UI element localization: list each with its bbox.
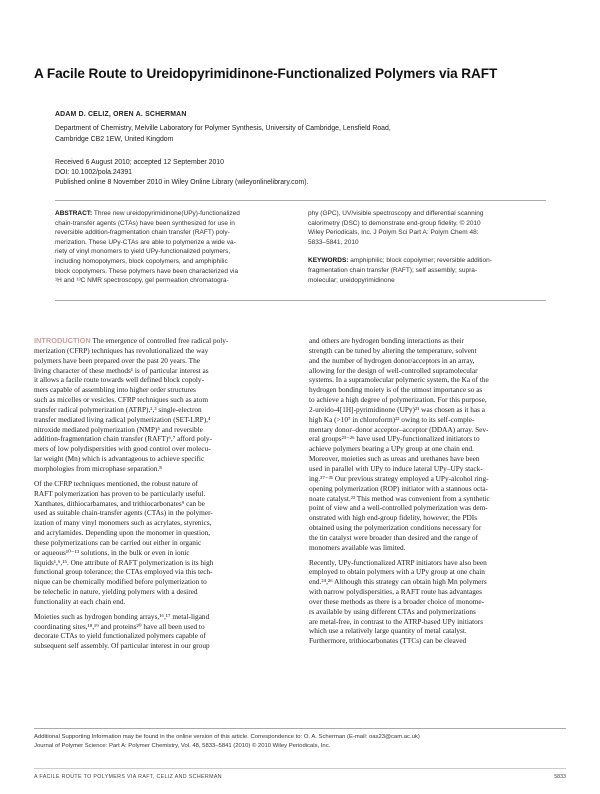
- body-line: mers of low polydispersities with good control over molecu-: [34, 444, 211, 454]
- abstract-line: 5833–5841, 2010: [308, 238, 359, 246]
- body-line: Recently, UPy-functionalized ATRP initiators have also been: [309, 557, 487, 567]
- body-line: ization of many vinyl monomers such as acrylates, styrenics,: [34, 518, 212, 528]
- body-line: and the number of hydrogen donor/acceptors in an array,: [309, 355, 475, 365]
- abstract-line: ¹H and ¹³C NMR spectroscopy, gel permeation chromatogra-: [55, 277, 229, 285]
- body-line: used as suitable chain-transfer agents (CTAs) in the polymer-: [34, 508, 213, 518]
- body-line: high Ka (>10⁷ in chloroform)²² owing to its self-comple-: [309, 414, 475, 424]
- body-line: INTRODUCTION The emergence of controlled free radical poly-: [34, 336, 229, 345]
- body-line: nitroxide mediated polymerization (NMP)⁵ and reversible: [34, 424, 203, 434]
- keywords-line: molecular; ureidopyrimidinone: [308, 276, 395, 284]
- abstract-line: riety of vinyl monomers to yield UPy-functionalized polymers,: [55, 248, 231, 256]
- body-line: and others are hydrogen bonding interactions as their: [309, 336, 465, 345]
- body-line: point of view and a well-controlled polymerization was dem-: [309, 503, 488, 513]
- body-line: achieve polymers bearing a UPy group at one chain end.: [309, 444, 474, 454]
- footnote-rule: [34, 728, 566, 729]
- body-line: are metal-free, in contrast to the ATRP-based UPy initiators: [309, 616, 484, 626]
- abstract-line: ABSTRACT: Three new ureidopyrimidinone(UPy)-functionalized: [55, 210, 240, 217]
- footnote-line: Additional Supporting Information may be found in the online version of this article. Correspondence to: O. A. Scherman (E-mail: oas23@cam.ac.uk): [34, 734, 420, 740]
- body-line: Moieties such as hydrogen bonding arrays,¹⁶,¹⁷ metal-ligand: [34, 611, 210, 621]
- publication-history: [55, 158, 308, 189]
- body-line: Xanthates, dithiocarbamates, and trithiocarbonates⁹ can be: [34, 498, 205, 508]
- keywords-label: KEYWORDS:: [308, 257, 349, 265]
- body-line: eral groups²³⁻²⁶ have used UPy-functionalized initiators to: [309, 434, 480, 444]
- abstract-line: block copolymers. These polymers have been characterized via: [55, 267, 239, 275]
- abstract-left-column: [55, 209, 240, 286]
- body-line: obtained using the polymerization conditions necessary for: [309, 523, 482, 533]
- abstract-right-column: [308, 209, 492, 285]
- body-line: or aqueous¹⁰⁻¹³ solutions, in the bulk or even in ionic: [34, 547, 190, 557]
- abstract-line: merization. These UPy-CTAs are able to polymerize a wide va-: [55, 238, 236, 246]
- body-line: nique can be chemically modified before polymerization to: [34, 577, 207, 587]
- body-line: functional group tolerance; the CTAs employed via this tech-: [34, 567, 213, 577]
- abstract-top-rule: [55, 200, 546, 201]
- abstract-bottom-rule: [55, 300, 546, 301]
- abstract-line: Wiley Periodicals, Inc. J Polym Sci Part A: Polym Chem 48:: [308, 229, 479, 237]
- body-line: systems. In a supramolecular polymeric system, the Ka of the: [309, 375, 489, 385]
- body-line: used in parallel with UPy to induce lateral UPy–UPy stack-: [309, 463, 483, 473]
- body-line: decorate CTAs to yield functionalized polymers capable of: [34, 631, 206, 641]
- body-line: to achieve a high degree of polymerization. For this purpose,: [309, 395, 487, 405]
- body-line: allowing for the design of well-controlled supramolecular: [309, 365, 478, 375]
- running-footer: A FACILE ROUTE TO POLYMERS VIA RAFT, CELIZ AND SCHERMAN: [34, 774, 222, 780]
- affiliation-line: Cambridge CB2 1EW, United Kingdom: [55, 135, 174, 143]
- author-list: ADAM D. CELIZ, OREN A. SCHERMAN: [55, 111, 187, 118]
- body-line: these polymerizations can be carried out either in organic: [34, 537, 202, 547]
- received-accepted-dates: Received 6 August 2010; accepted 12 September 2010: [55, 159, 224, 166]
- body-line: be telechelic in nature, yielding polymers with a desired: [34, 587, 198, 597]
- body-line: morphologies from microphase separation.⁸: [34, 463, 162, 473]
- body-line: 2-ureido-4[1H]-pyrimidinone (UPy)²¹ was chosen as it has a: [309, 404, 486, 414]
- abstract-label: ABSTRACT:: [55, 210, 93, 217]
- body-line: which use a relatively large quantity of metal catalyst.: [309, 626, 467, 636]
- body-line: mentary donor–donor acceptor–acceptor (DDAA) array. Sev-: [309, 424, 489, 434]
- body-line: with narrow polydispersities, a RAFT route has advantages: [309, 587, 482, 597]
- abstract-line: including homopolymers, block copolymers, and amphiphilic: [55, 257, 228, 265]
- body-line: monomers available was limited.: [309, 542, 406, 552]
- body-line: noate catalyst.²³ This method was convenient from a synthetic: [309, 493, 490, 503]
- body-line: onstrated with high end-group fidelity, however, the PDIs: [309, 513, 478, 523]
- body-line: Of the CFRP techniques mentioned, the robust nature of: [34, 478, 199, 488]
- body-line: coordinating sites,¹⁸,¹⁹ and proteins²⁰ have all been used to: [34, 621, 205, 631]
- introduction-heading: INTRODUCTION: [34, 336, 91, 345]
- body-line: ing.²⁷⁻³¹ Our previous strategy employed a UPy-alcohol ring-: [309, 473, 489, 483]
- keywords-line: KEYWORDS: amphiphilic; block copolymer; reversible addition-: [308, 257, 492, 265]
- body-line: hydrogen bonding moiety is of the utmost importance so as: [309, 385, 483, 395]
- body-line: polymers have been prepared over the past 20 years. The: [34, 355, 201, 365]
- abstract-line: phy (GPC), UV/visible spectroscopy and differential scanning: [308, 210, 484, 217]
- page-number: 5833: [554, 774, 566, 780]
- affiliation-line: Department of Chemistry, Melville Laboratory for Polymer Synthesis, University of Cambridge, Lensfield Road,: [55, 125, 391, 132]
- body-line: RAFT polymerization has proven to be particularly useful.: [34, 488, 206, 498]
- body-line: transfer radical polymerization (ATRP),²,³ single-electron: [34, 404, 202, 414]
- body-left-column: [34, 336, 228, 651]
- body-line: liquids¹,⁶,¹⁵. One attribute of RAFT polymerization is its high: [34, 557, 214, 567]
- abstract-line: calorimetry (DSC) to demonstrate end-group fidelity. © 2010: [308, 219, 481, 227]
- doi[interactable]: DOI: 10.1002/pola.24391: [55, 169, 133, 177]
- body-line: employed to obtain polymers with a UPy group at one chain: [309, 567, 485, 577]
- body-line: opening polymerization (ROP) initiator with a stannous octa-: [309, 483, 488, 493]
- body-line: mers capable of assembling into higher order structures: [34, 385, 196, 395]
- body-line: subsequent self assembly. Of particular interest in our group: [34, 641, 210, 651]
- footnote-line: Journal of Polymer Science: Part A: Polymer Chemistry, Vol. 48, 5833–5841 (2010) © 2010 Wiley Periodicals, Inc.: [34, 742, 331, 749]
- body-line: strength can be tuned by altering the temperature, solvent: [309, 345, 477, 355]
- body-line: end.²⁴,²⁶ Although this strategy can obtain high Mn polymers: [309, 577, 487, 587]
- body-line: over these methods as there is a broader choice of monome-: [309, 596, 485, 606]
- keywords-line: fragmentation chain transfer (RAFT); self assembly; supra-: [308, 266, 478, 274]
- published-online: Published online 8 November 2010 in Wiley Online Library (wileyonlinelibrary.com).: [55, 179, 309, 187]
- author-affiliation: [55, 124, 535, 145]
- body-line: living character of these methods¹ is of particular interest as: [34, 365, 209, 375]
- body-line: the tin catalyst were broader than desired and the range of: [309, 532, 478, 542]
- abstract-line: reversible addition-fragmentation chain transfer (RAFT) poly-: [55, 229, 230, 237]
- body-line: lar weight (Mn) which is advantageous to achieve specific: [34, 454, 205, 464]
- body-line: Moreover, moieties such as ureas and urethanes have been: [309, 454, 480, 464]
- article-title: A Facile Route to Ureidopyrimidinone-Functionalized Polymers via RAFT: [34, 66, 498, 81]
- body-line: Furthermore, trithiocarbonates (TTCs) can be cleaved: [309, 636, 467, 646]
- body-line: addition-fragmentation chain transfer (RAFT)⁶,⁷ afford poly-: [34, 434, 212, 444]
- body-line: such as micelles or vesicles. CFRP techniques such as atom: [34, 395, 209, 405]
- body-line: and acrylamides. Depending upon the monomer in question,: [34, 528, 211, 538]
- body-line: transfer mediated living radical polymerization (SET-LRP),⁴: [34, 414, 211, 424]
- footnote: [34, 733, 420, 750]
- body-line: merization (CFRP) techniques has revolutionalized the way: [34, 345, 209, 355]
- body-line: functionality at each chain end.: [34, 596, 126, 606]
- footer-rule: [34, 768, 566, 769]
- body-right-column: [309, 336, 490, 646]
- body-line: it allows a facile route towards well defined block copoly-: [34, 375, 205, 385]
- body-line: rs available by using different CTAs and polymerizations: [309, 606, 476, 616]
- abstract-line: chain-transfer agents (CTAs) have been synthesized for use in: [55, 219, 235, 227]
